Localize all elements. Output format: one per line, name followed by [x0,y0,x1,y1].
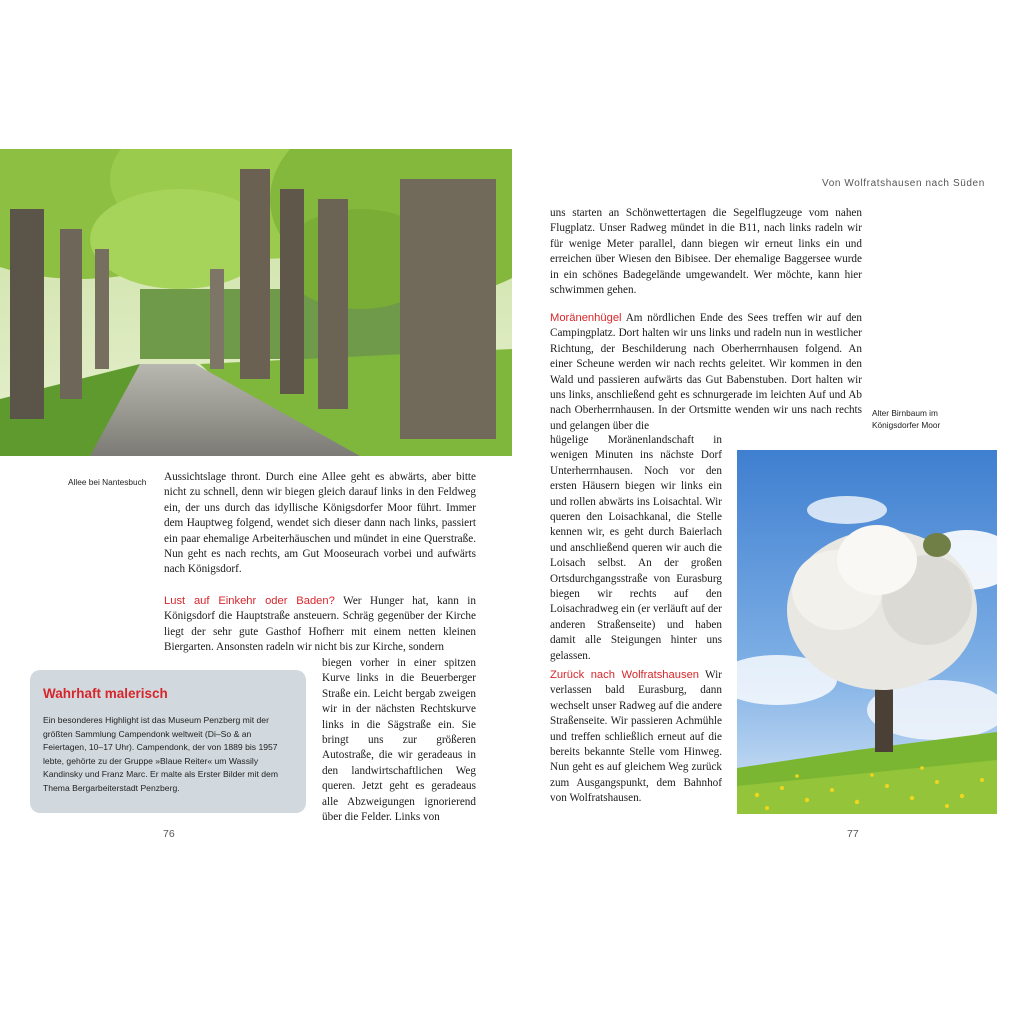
infobox [30,670,306,813]
caption-line: Alter Birnbaum im [872,408,938,418]
page-number-right: 77 [847,828,859,840]
section-heading: Moränenhügel [550,312,622,324]
section-paragraph [550,668,722,807]
body-text: Wer Hunger hat, kann in Königsdorf die Hauptstraße ansteuern. Schräg gegenüber der Kirche liegt der sehr gute Gasthof Hofherr mit einem netten kleinen Biergarten. Ansonsten radeln wir nicht bis zur Kirche, sondern [164,595,476,654]
section-lust-auf-einkehr [164,594,476,656]
section-heading: Lust auf Einkehr oder Baden? [164,595,335,607]
section-heading: Zurück nach Wolfratshausen [550,669,700,681]
section-paragraph [550,311,862,434]
body-text: biegen vorher in einer spitzen Kurve links in die Beuerberger Straße ein. Leicht bergab zweigen wir in der nächsten Rechtskurve links in die Sägstraße ein. Sie bringt uns zur größeren Autostraße, die wir geradeaus in den landwirtschaftlichen Weg queren. Jetzt geht es geradeaus alle Abzweigungen ignorierend über die Felder. Links von [322,657,476,824]
page-number-left: 76 [163,828,175,840]
caption-line: Königsdorfer Moor [872,419,941,430]
body-text: hügelige Moränenlandschaft in wenigen Minuten ins nächste Dorf Unterherrnhausen. Noch vor den ersten Häusern biegen wir links ein und rollen abwärts ins Loisachtal. Wir queren den Loisachkanal, die Stelle kennen wir, es geht durch Baierlach und anschließend queren wir auch die Loisach selbst. An der großen Ortsdurchgangsstraße von Eurasburg biegen wir rechts auf den Loisachradweg ein (er verläuft auf der anderen Straßenseite) und haben damit alle Steigungen hinter uns gelassen. [550,434,722,662]
body-text: Am nördlichen Ende des Sees treffen wir auf den Campingplatz. Dort halten wir uns links und radeln nun in westlicher Richtung, der Beschilderung nach Oberherrnhausen folgend. An einer Scheune werden wir nach rechts geleitet. Wir kommen in den Wald und passieren aufwärts das Gut Babenstuben. Dort halten wir uns links, anschließend geht es schnurgerade im leichten Auf und Ab nach Oberherrnhausen. In der Ortsmitte wenden wir uns nach rechts und gelangen über die [550,312,862,432]
pear-tree-photo [737,450,997,814]
body-text: Wir verlassen bald Eurasburg, dann wechselt unser Radweg auf die andere Straßenseite. Wir passieren Achmühle und treffen schließlich erneut auf die bereits bekannte Stelle vom Hinweg. Nun geht es auf gleichem Weg zurück zum Ausgangspunkt, dem Bahnhof von Wolfratshausen. [550,669,722,805]
tree-photo-caption [872,408,992,431]
body-text: uns starten an Schönwettertagen die Segelflugzeuge vom nahen Flugplatz. Unser Radweg mündet in die B11, nach links radeln wir für wenige Meter parallel, dann biegen wir erneut links ein und erreichen über Wiesen den Bibisee. Der ehemalige Baggersee wurde in ein schönes Badegelände umgewandelt. Wer möchte, kann hier schwimmen gehen. [550,207,862,297]
infobox-title: Wahrhaft malerisch [43,686,168,701]
section-lust-continued [322,656,476,825]
left-intro-paragraph [164,470,476,578]
section-paragraph [164,594,476,656]
section-zurueck [550,668,722,807]
running-header: Von Wolfratshausen nach Süden [822,178,985,189]
body-text: Aussichtslage thront. Durch eine Allee geht es abwärts, aber bitte nicht zu schnell, denn wir biegen gleich darauf links in den Feldweg ein, der uns durch das idyllische Königsdorfer Moor führt. Immer dem Hauptweg folgend, wendet sich dieser dann nach links, passiert ein paar ehemalige Arbeiterhäuschen und mündet in eine Querstraße. Nun geht es nach rechts, am Gut Mooseurach vorbei und aufwärts nach Königsdorf. [164,471,476,576]
section-moraenenhuegel-continued [550,433,722,664]
right-intro-paragraph [550,206,862,298]
section-moraenenhuegel [550,311,862,434]
infobox-text: Ein besonderes Highlight ist das Museum Penzberg mit der größten Sammlung Campendonk weltweit (Di–So & an Feiertagen, 10–17 Uhr). Campendonk, der von 1889 bis 1957 lebte, gehörte zu der Gruppe »Blaue Reiter« um Wassily Kandinsky und Franz Marc. Er malte als Erster Bilder mit dem Thema Bergarbeiterstadt Penzberg. [43,715,278,793]
avenue-photo [0,149,512,456]
avenue-photo-caption: Allee bei Nantesbuch [68,477,147,487]
